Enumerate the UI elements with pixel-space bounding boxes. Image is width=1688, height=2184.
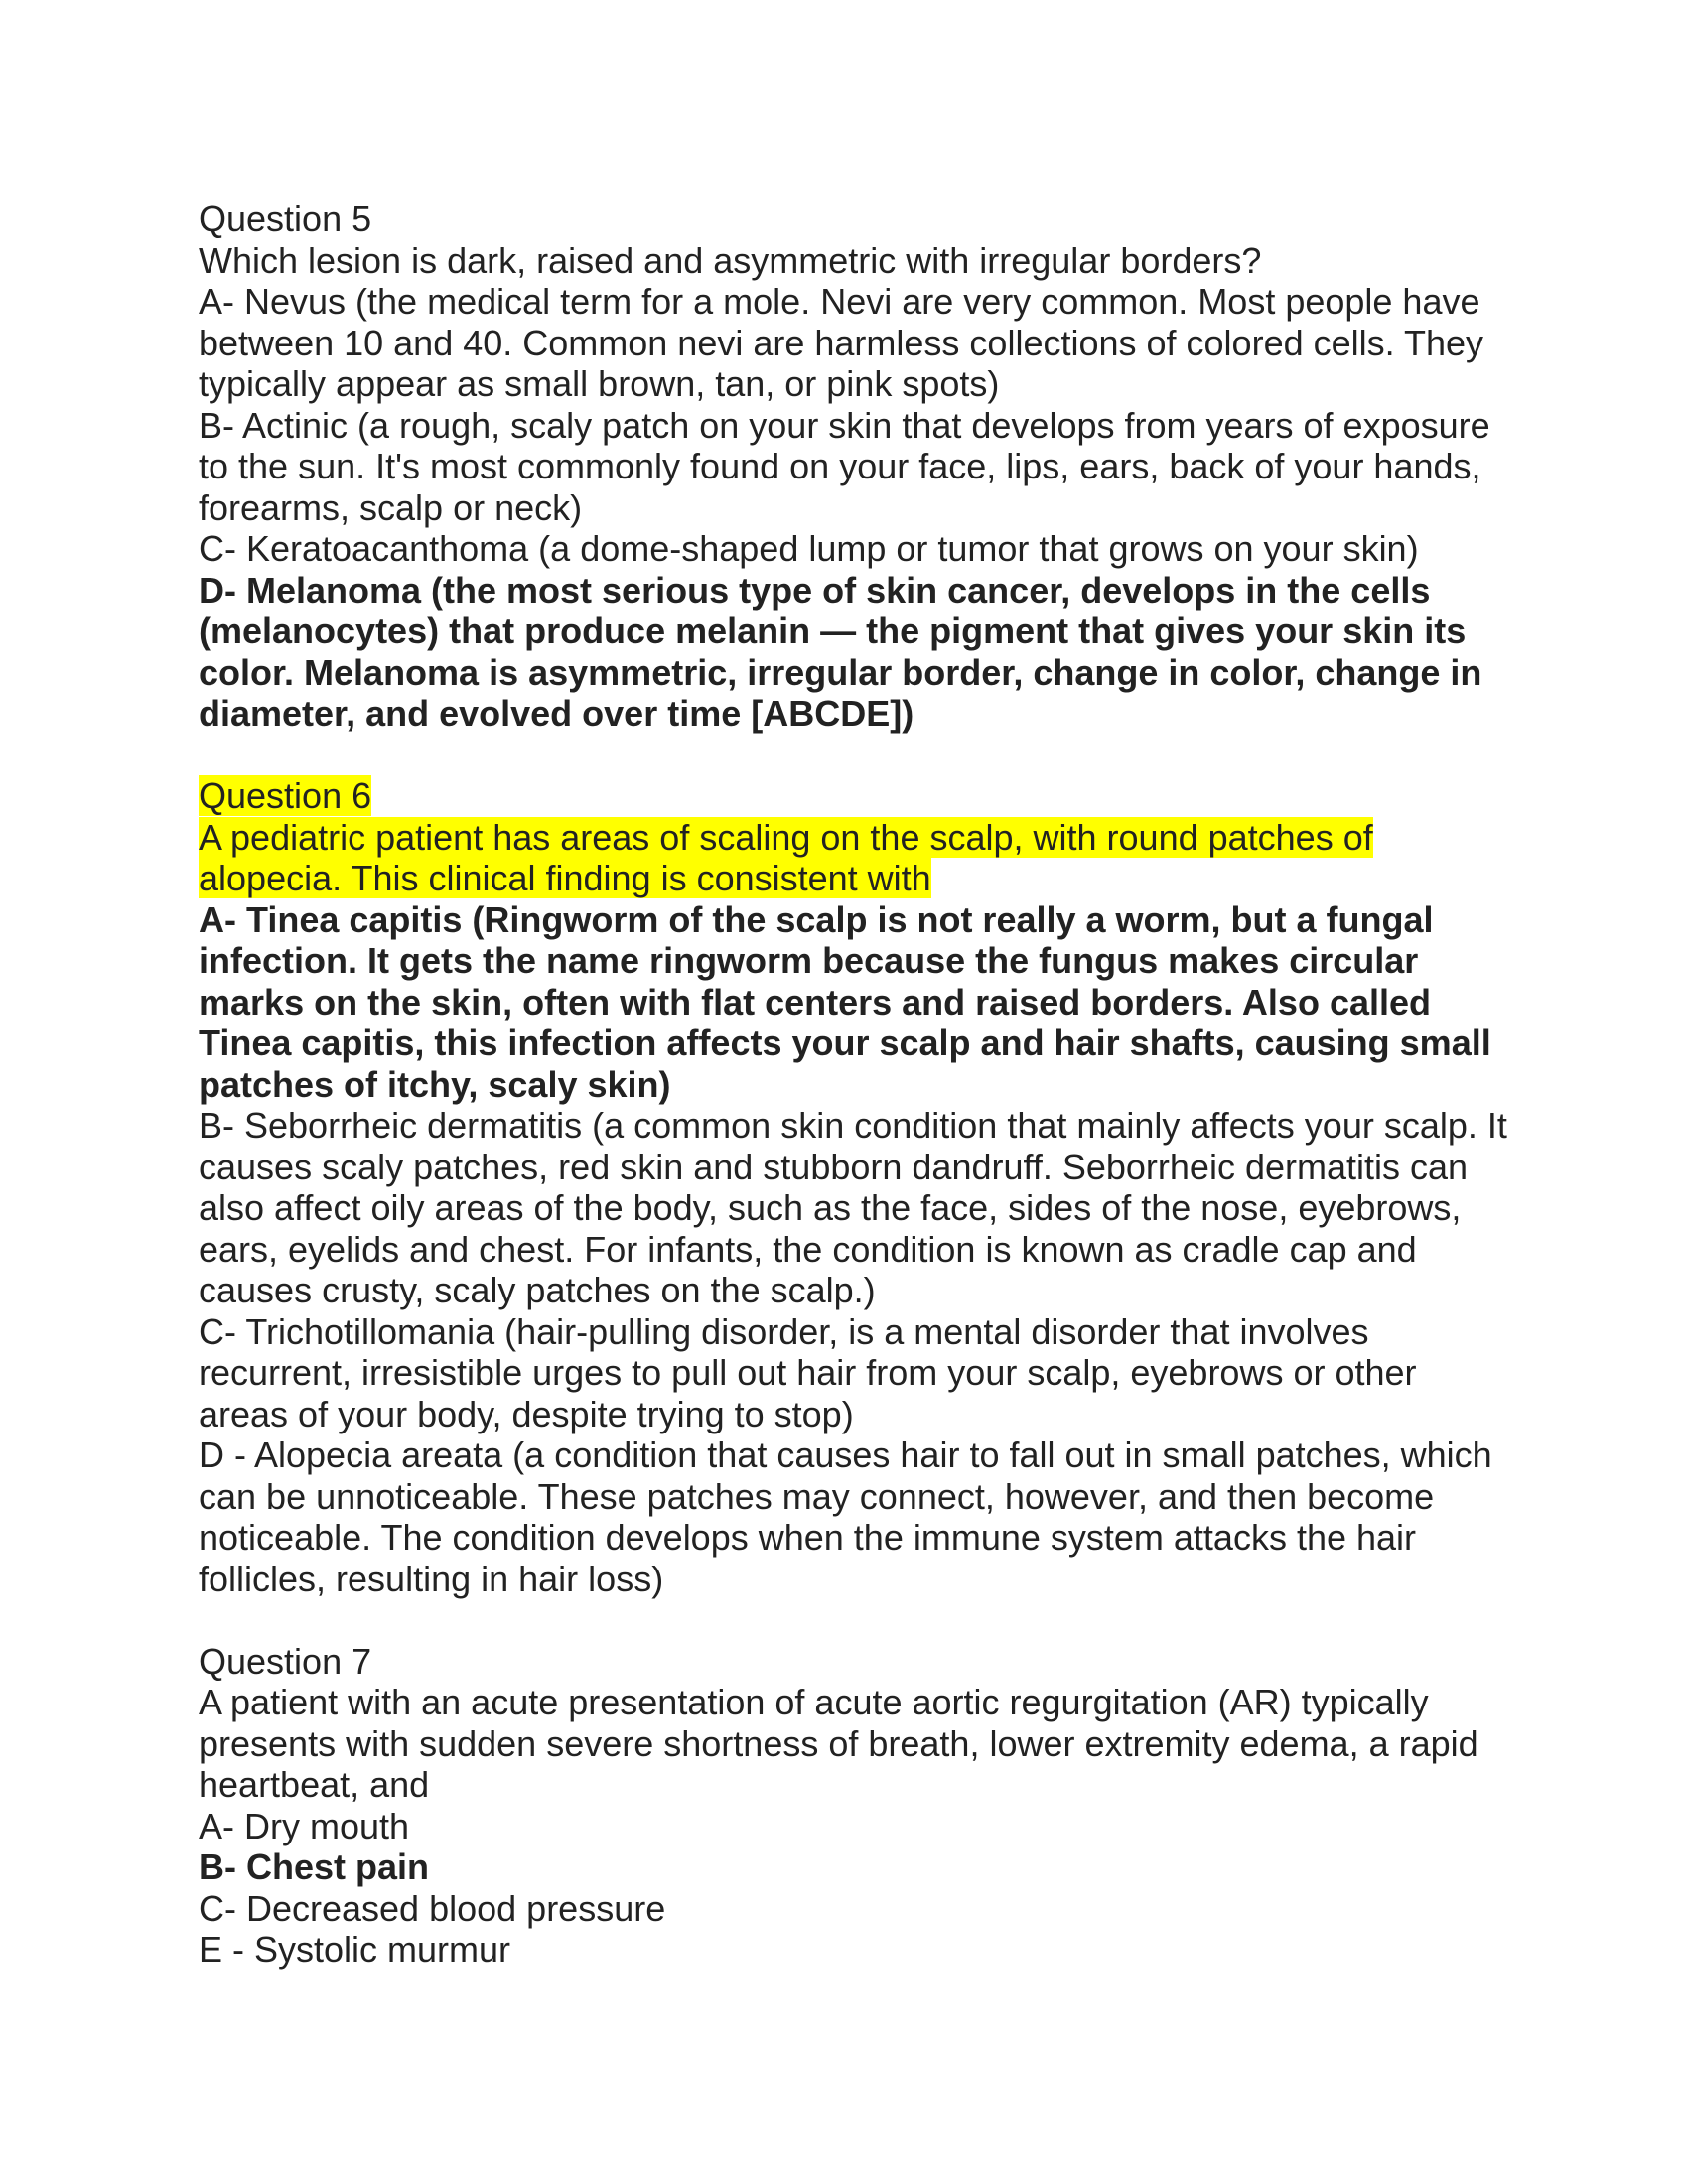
question-6-option-c: C- Trichotillomania (hair-pulling disorder, is a mental disorder that involves recurrent, irresistible urges to pull out hair from your scalp, eyebrows or other areas of your body, despite trying to stop) (199, 1310, 1417, 1434)
question-5-heading: Question 5 (199, 199, 372, 239)
question-6-option-a-answer: A- Tinea capitis (Ringworm of the scalp is not really a worm, but a fungal infection. It gets the name ringworm because the fungus makes circular marks on the skin, often with flat centers and raised borders. Also called Tinea capitis, this infection affects your scalp and hair shafts, causing small patches of itchy, scaly skin) (199, 898, 1491, 1105)
question-6 (199, 775, 1509, 1599)
question-5 (199, 199, 1509, 735)
question-6-option-b: B- Seborrheic dermatitis (a common skin condition that mainly affects your scalp. It causes scaly patches, red skin and stubborn dandruff. Seborrheic dermatitis can also affect oily areas of the body, such as the face, sides of the nose, eyebrows, ears, eyelids and chest. For infants, the condition is known as cradle cap and causes crusty, scaly patches on the scalp.) (199, 1105, 1507, 1310)
question-6-stem: A pediatric patient has areas of scaling on the scalp, with round patches of alopecia. This clinical finding is consistent with (199, 816, 1373, 898)
question-7-option-e: E - Systolic murmur (199, 1929, 511, 1970)
spacer (199, 735, 1509, 776)
question-5-option-c: C- Keratoacanthoma (a dome-shaped lump or tumor that grows on your skin) (199, 528, 1419, 569)
question-6-option-d: D - Alopecia areata (a condition that causes hair to fall out in small patches, which can be unnoticeable. These patches may connect, however, and then become noticeable. The condition develops when the immune system attacks the hair follicles, resulting in hair loss) (199, 1434, 1492, 1599)
question-7-heading: Question 7 (199, 1640, 372, 1682)
question-5-stem: Which lesion is dark, raised and asymmetric with irregular borders? (199, 239, 1262, 281)
question-7-stem: A patient with an acute presentation of acute aortic regurgitation (AR) typically presents with sudden severe shortness of breath, lower extremity edema, a rapid heartbeat, and (199, 1682, 1478, 1805)
question-7-option-c: C- Decreased blood pressure (199, 1887, 666, 1929)
question-7-option-b-answer: B- Chest pain (199, 1846, 430, 1887)
question-5-option-a: A- Nevus (the medical term for a mole. Nevi are very common. Most people have between 10 and 40. Common nevi are harmless collections of colored cells. They typically appear as small brown, tan, or pink spots) (199, 281, 1484, 404)
spacer (199, 1599, 1509, 1641)
question-5-option-b: B- Actinic (a rough, scaly patch on your skin that develops from years of exposure to the sun. It's most commonly found on your face, lips, ears, back of your hands, forearms, scalp or neck) (199, 404, 1490, 528)
question-7-option-a: A- Dry mouth (199, 1805, 410, 1846)
question-5-option-d-answer: D- Melanoma (the most serious type of skin cancer, develops in the cells (melanocytes) that produce melanin — the pigment that gives your skin its color. Melanoma is asymmetric, irregular border, change in color, change in diameter, and evolved over time [ABCDE]) (199, 569, 1482, 734)
question-6-heading: Question 6 (199, 775, 372, 816)
document-page (199, 199, 1509, 1971)
question-7 (199, 1641, 1509, 1971)
